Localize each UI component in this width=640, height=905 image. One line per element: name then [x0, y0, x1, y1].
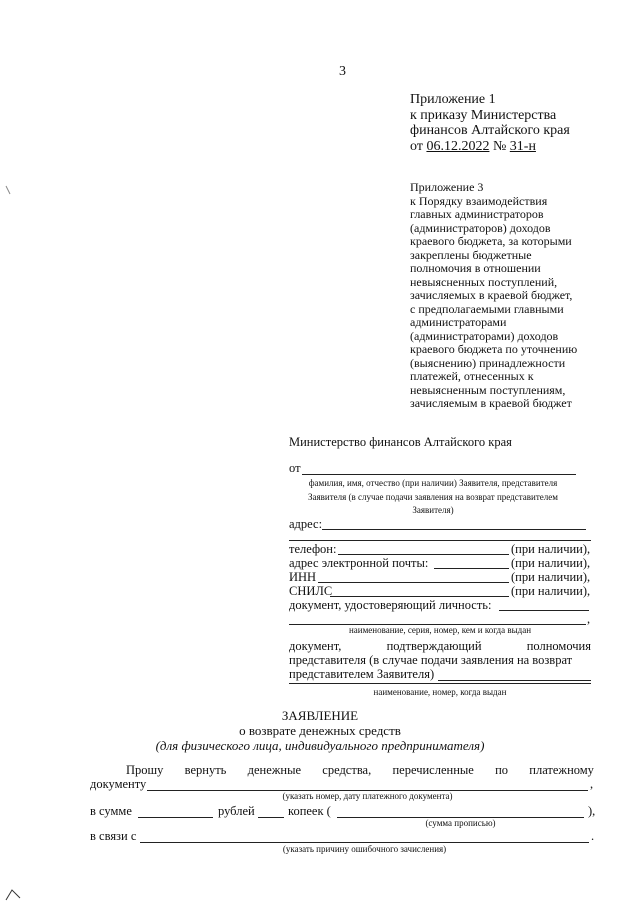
id-document-hint: наименование, серия, номер, кем и когда выдан [348, 625, 532, 635]
appendix-1-date-line [410, 139, 570, 155]
reason-end: . [591, 829, 595, 843]
statement-title: ЗАЯВЛЕНИЕ [281, 708, 359, 723]
appendix-3-line: невыясненным поступлениям, [410, 382, 566, 397]
appendix-3-line: с предполагаемыми главными [410, 301, 564, 316]
phone-field[interactable] [338, 542, 509, 555]
appendix-3-line: платежей, отнесенных к [410, 369, 534, 383]
request-word: платежному [529, 763, 594, 777]
rubles-label: рублей [218, 804, 255, 818]
request-word: перечисленные [392, 763, 474, 777]
appendix-3-line: закреплены бюджетные [410, 247, 532, 262]
id-document-end: , [587, 612, 591, 626]
kopecks-field[interactable] [258, 805, 284, 818]
inn-label: ИНН [289, 570, 317, 584]
rubles-field[interactable] [138, 805, 213, 818]
appendix-1-block [410, 92, 570, 154]
appendix-3-line: краевого бюджета по уточнению [410, 342, 578, 356]
reason-hint: (указать причину ошибочного зачисления) [282, 844, 447, 854]
sum-hint: (сумма прописью) [425, 818, 496, 828]
appendix-1-line: финансов Алтайского края [410, 123, 570, 138]
appendix-1-line: к приказу Министерства [410, 107, 557, 123]
snils-field[interactable] [330, 584, 509, 597]
email-field[interactable] [434, 556, 509, 569]
id-document-label: документ, удостоверяющий личность: [289, 598, 492, 612]
payment-document-field[interactable] [147, 778, 588, 791]
appendix-3-line: (администраторами) доходов [410, 328, 559, 343]
phone-label: телефон: [289, 542, 337, 556]
request-word: вернуть [184, 763, 227, 777]
from-hint: фамилия, имя, отчество (при наличии) Заявителя, представителя [308, 478, 558, 488]
from-hint: Заявителя (в случае подачи заявления на возврат представителем [308, 492, 558, 502]
request-word: по [495, 763, 509, 777]
appendix-3-line: главных администраторов [410, 207, 544, 221]
rep-document-field-line2[interactable] [289, 683, 591, 684]
appendix-3-line: зачисляемым в краевой бюджет [410, 396, 572, 410]
rep-word: полномочия [526, 639, 591, 653]
phone-if-any: (при наличии), [511, 542, 591, 556]
scan-mark-icon [4, 882, 24, 902]
request-line1 [126, 763, 594, 778]
email-if-any: (при наличии), [511, 556, 591, 570]
appendix-3-line: краевого бюджета, за которыми [410, 234, 572, 248]
appendix-1-title: Приложение 1 [410, 92, 496, 107]
statement-subtitle: о возврате денежных средств [239, 723, 401, 738]
sum-in-words-field[interactable] [337, 805, 584, 818]
snils-label: СНИЛС [289, 584, 333, 598]
request-word: средства, [322, 763, 372, 777]
request-line2-label: документу [90, 777, 147, 791]
sum-label: в сумме [90, 804, 132, 818]
request-word: Прошу [126, 763, 164, 777]
appendix-3-line: зачисляемых в краевой бюджет, [410, 288, 573, 302]
rep-document-line1 [289, 639, 591, 654]
scan-tick-icon [4, 184, 12, 196]
reason-label: в связи с [90, 829, 137, 843]
rep-document-line3: представителем Заявителя) [289, 667, 435, 681]
from-label: от [289, 461, 301, 475]
rep-document-hint: наименование, номер, когда выдан [373, 687, 507, 697]
sum-end: ), [588, 804, 596, 818]
appendix-3-line: администраторами [410, 315, 507, 329]
rep-document-line2: представителя (в случае подачи заявления на возврат [289, 653, 573, 667]
snils-if-any: (при наличии), [511, 584, 591, 598]
inn-field[interactable] [318, 570, 509, 583]
statement-subtitle-italic: (для физического лица, индивидуального предпринимателя) [155, 738, 485, 753]
appendix-3-line: (администраторов) доходов [410, 220, 551, 235]
from-hint: Заявителя) [412, 505, 454, 515]
appendix-3-title: Приложение 3 [410, 180, 484, 194]
appendix-3-line: (выяснению) принадлежности [410, 355, 566, 370]
request-word: денежные [247, 763, 302, 777]
reason-field[interactable] [140, 830, 589, 843]
order-number: 31-н [509, 138, 536, 154]
email-label: адрес электронной почты: [289, 556, 429, 570]
inn-if-any: (при наличии), [511, 570, 591, 584]
rep-word: подтверждающий [386, 639, 482, 653]
id-document-field[interactable] [499, 598, 589, 611]
payment-document-hint: (указать номер, дату платежного документа) [282, 791, 453, 801]
kopecks-label: копеек ( [288, 804, 331, 818]
address-field[interactable] [322, 517, 586, 530]
rep-document-field[interactable] [438, 668, 591, 681]
address-label: адрес: [289, 517, 323, 531]
recipient: Министерство финансов Алтайского края [289, 435, 512, 449]
rep-word: документ, [289, 639, 342, 653]
address-field-line2[interactable] [289, 532, 591, 541]
appendix-3-line: полномочия в отношении [410, 261, 541, 275]
order-date: 06.12.2022 [426, 138, 490, 154]
appendix-3-line: к Порядку взаимодействия [410, 193, 548, 208]
page-number: 3 [339, 64, 346, 79]
number-sign: № [492, 138, 507, 154]
appendix-3-line: невыясненных поступлений, [410, 274, 558, 289]
id-document-field-line2[interactable] [289, 614, 586, 625]
appendix-3-block [410, 181, 625, 411]
date-prefix: от [410, 138, 423, 154]
from-field[interactable] [302, 462, 576, 475]
payment-document-end: , [590, 777, 594, 791]
